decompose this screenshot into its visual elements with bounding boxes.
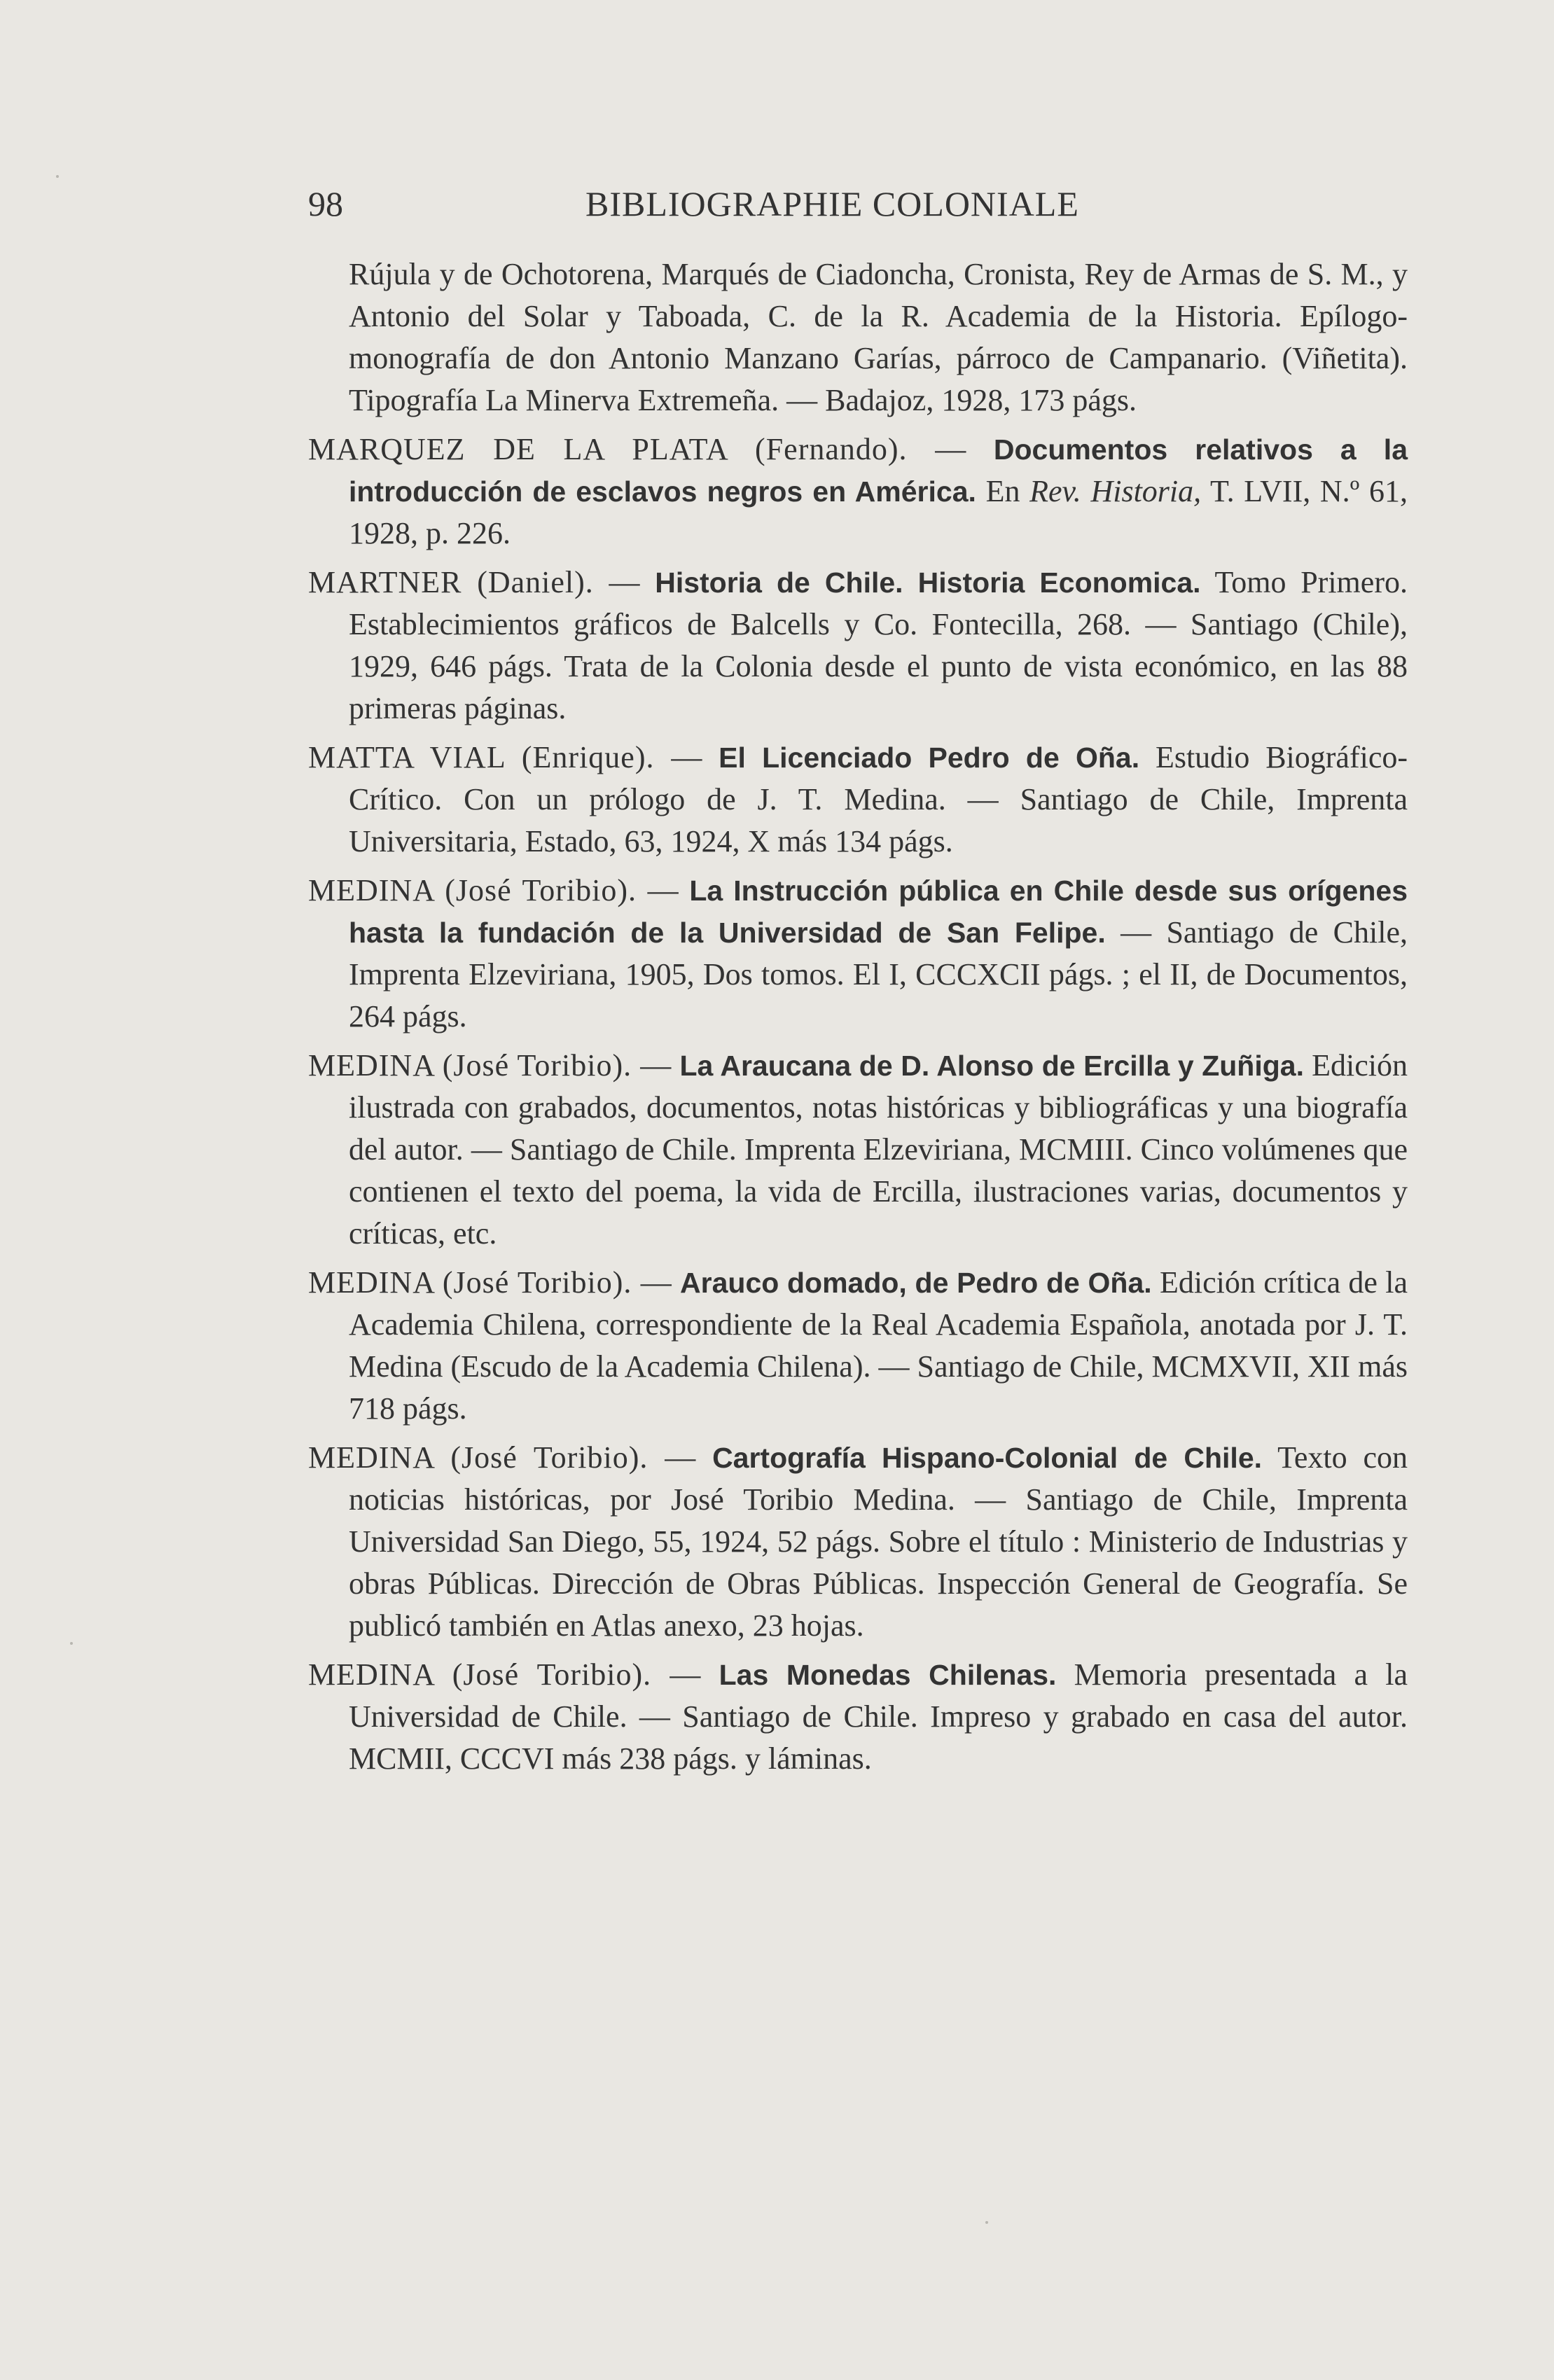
entry-author: MEDINA (José Toribio). — — [308, 1657, 702, 1692]
entry-journal: Rev. Historia, — [1029, 474, 1202, 508]
running-title: BIBLIOGRAPHIE COLONIALE — [585, 184, 1079, 223]
entry-details: En — [985, 474, 1030, 508]
entry-title: La Araucana de D. Alonso de Ercilla y Zuñiga. — [679, 1050, 1304, 1082]
entry-details: Estudio Biográfico-Crítico. Con un prólogo de J. T. Medina. — Santiago de Chile, Imprenta Universitaria, Estado, 63, 1924, X más 134 págs. — [349, 740, 1408, 858]
bibliography-entry — [308, 562, 1408, 730]
entry-details: Edición crítica de la Academia Chilena, correspondiente de la Real Academia Española, anotada por J. T. Medina (Escudo de la Academia Chilena). — Santiago de Chile, MCMXVII, XII más 718 págs. — [349, 1265, 1408, 1426]
entry-author: MEDINA (José Toribio). — — [308, 1048, 672, 1083]
running-header — [308, 183, 1415, 232]
entry-text: Rújula y de Ochotorena, Marqués de Ciadoncha, Cronista, Rey de Armas de S. M., y Antonio del Solar y Taboada, C. de la R. Academia de la Historia. Epílogo-monografía de don Antonio Manzano Garías, párroco de Campanario. (Viñetita). Tipografía La Minerva Extremeña. — Badajoz, 1928, 173 págs. — [349, 257, 1408, 417]
page-number: 98 — [308, 184, 343, 223]
bibliography-entry — [308, 1045, 1408, 1255]
bibliography-entry — [308, 1437, 1408, 1647]
entry-title: Las Monedas Chilenas. — [719, 1659, 1057, 1691]
entry-author: MATTA VIAL (Enrique). — — [308, 740, 703, 774]
entry-title: Arauco domado, de Pedro de Oña. — [680, 1267, 1152, 1299]
entry-title: Documentos relativos a la introducción de esclavos negros en América. — [349, 433, 1408, 508]
bibliography-entry — [308, 1654, 1408, 1780]
entry-author: MEDINA (José Toribio). — — [308, 1440, 697, 1475]
entry-title: El Licenciado Pedro de Oña. — [719, 742, 1140, 774]
bibliography-entry — [308, 737, 1408, 863]
entry-details: Texto con noticias históricas, por José Toribio Medina. — Santiago de Chile, Imprenta Universidad San Diego, 55, 1924, 52 págs. Sobre el título : Ministerio de Industrias y obras Públicas. Dirección de Obras Públicas. Inspección General de Geografía. Se publicó también en Atlas anexo, 23 hojas. — [349, 1440, 1408, 1643]
paper-speck — [56, 175, 59, 178]
entry-author: MARQUEZ DE LA PLATA (Fernando). — — [308, 432, 967, 466]
paper-speck — [70, 1642, 73, 1645]
bibliography-entry — [308, 1262, 1408, 1430]
entry-details: T. LVII, N.º 61, 1928, p. 226. — [349, 474, 1408, 550]
entry-author: MEDINA (José Toribio). — — [308, 1265, 672, 1300]
entry-title: Cartografía Hispano-Colonial de Chile. — [712, 1442, 1263, 1474]
entry-details: Edición ilustrada con grabados, documentos, notas históricas y bibliográficas y una biografía del autor. — Santiago de Chile. Imprenta Elzeviriana, MCMIII. Cinco volúmenes que contienen el texto del poema, la vida de Ercilla, ilustraciones varias, documentos y críticas, etc. — [349, 1048, 1408, 1251]
paper-speck — [985, 2221, 988, 2224]
entry-details: Memoria presentada a la Universidad de Chile. — Santiago de Chile. Impreso y grabado en casa del autor. MCMII, CCCVI más 238 págs. y láminas. — [349, 1657, 1408, 1776]
bibliography-entry — [308, 870, 1408, 1038]
entry-author: MEDINA (José Toribio). — — [308, 873, 679, 907]
bibliography-entry — [308, 429, 1408, 555]
entry-title: La Instrucción pública en Chile desde sus orígenes hasta la fundación de la Universidad de San Felipe. — [349, 875, 1408, 949]
entry-details: Tomo Primero. Establecimientos gráficos de Balcells y Co. Fontecilla, 268. — Santiago (Chile), 1929, 646 págs. Trata de la Colonia desde el punto de vista económico, en las 88 primeras páginas. — [349, 565, 1408, 725]
bibliography-list — [308, 253, 1408, 1787]
entry-details: — Santiago de Chile, Imprenta Elzeviriana, 1905, Dos tomos. El I, CCCXCII págs. ; el II, de Documentos, 264 págs. — [349, 915, 1408, 1034]
entry-author: MARTNER (Daniel). — — [308, 565, 641, 599]
entry-title: Historia de Chile. Historia Economica. — [655, 566, 1201, 599]
bibliography-entry-continued — [308, 253, 1408, 422]
